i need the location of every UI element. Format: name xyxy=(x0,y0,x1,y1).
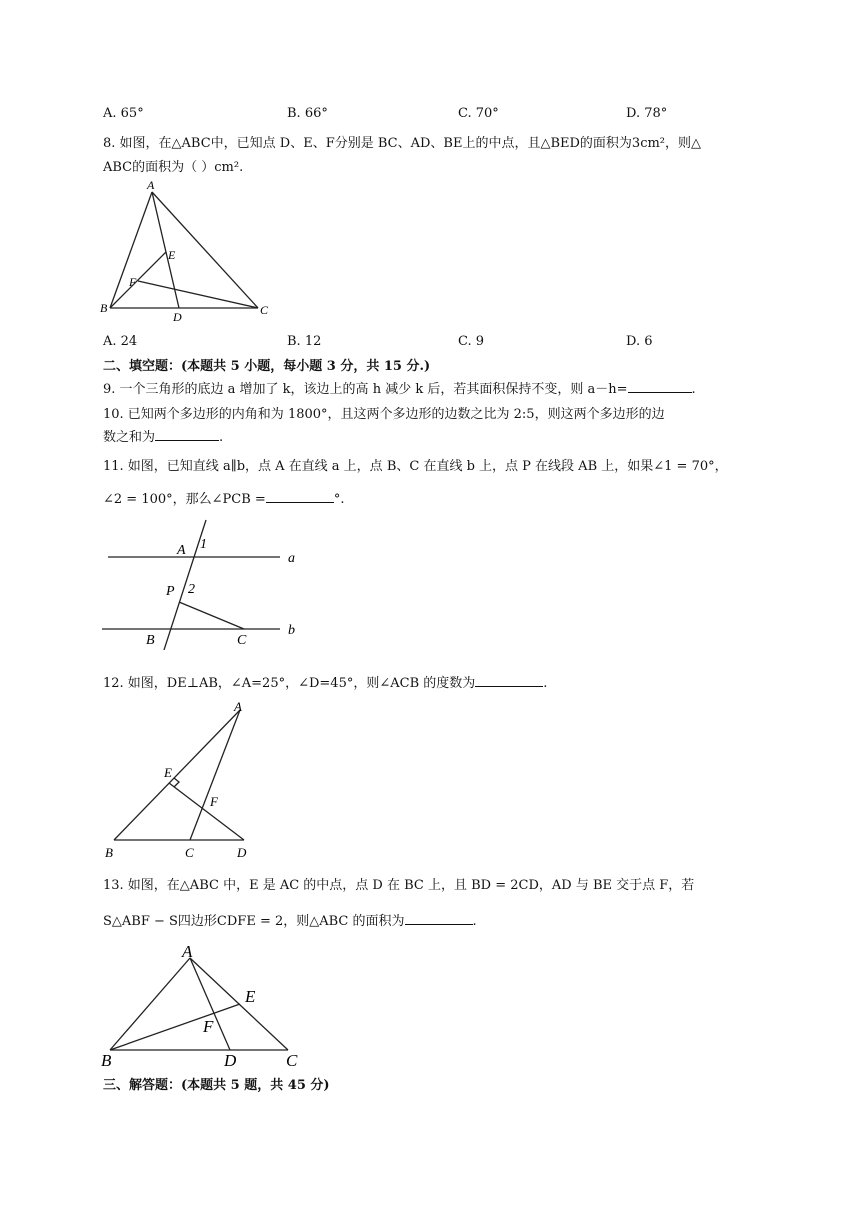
q13-answer-blank xyxy=(405,910,473,925)
q12-figure xyxy=(100,698,260,862)
q13-text-line1: 13. 如图，在△ABC 中，E 是 AC 的中点，点 D 在 BC 上，且 BD = 2CD，AD 与 BE 交于点 F，若 xyxy=(103,878,695,893)
q11-label-c: C xyxy=(237,633,247,648)
q8-option-a: A. 24 xyxy=(103,334,138,349)
q11-label-angle-1: 1 xyxy=(200,537,207,552)
q8-label-e: E xyxy=(168,248,176,262)
q7-option-a: A. 65° xyxy=(103,106,144,121)
q10-end: . xyxy=(219,430,224,445)
q8-segment-be xyxy=(110,252,166,308)
q10-answer-blank xyxy=(155,426,219,441)
q11-figure xyxy=(100,516,310,650)
q13-label-c: C xyxy=(286,1051,298,1068)
q9-text: 9. 一个三角形的底边 a 增加了 k，该边上的高 h 减少 k 后，若其面积保持不变，则 a－h= xyxy=(103,382,628,397)
q11-label-p: P xyxy=(166,584,175,599)
q11-label-a: A xyxy=(177,543,186,558)
q10-text-line1: 10. 已知两个多边形的内角和为 1800°，且这两个多边形的边数之比为 2:5，则这两个多边形的边 xyxy=(103,407,665,422)
q11-end: °. xyxy=(333,492,345,507)
q9-answer-blank xyxy=(628,378,692,393)
q7-option-c: C. 70° xyxy=(458,106,499,121)
q13-label-a: A xyxy=(182,942,193,961)
q8-label-b: B xyxy=(100,301,108,315)
q13-label-e: E xyxy=(245,987,256,1006)
q13-question-line2 xyxy=(103,910,477,929)
q11-segment-pc xyxy=(179,602,244,629)
q8-option-c: C. 9 xyxy=(458,334,485,349)
q13-label-b: B xyxy=(101,1051,112,1068)
q9-end: . xyxy=(691,382,696,397)
q8-segment-ab xyxy=(110,192,152,308)
q12-label-b: B xyxy=(105,845,113,860)
q12-label-a: A xyxy=(234,699,242,714)
q12-label-e: E xyxy=(164,765,172,780)
q12-question xyxy=(103,672,547,691)
q12-label-d: D xyxy=(237,845,247,860)
q8-label-f: F xyxy=(129,275,137,289)
q8-label-a: A xyxy=(147,178,155,192)
q13-label-f: F xyxy=(203,1017,214,1036)
q11-label-angle-2: 2 xyxy=(188,582,195,597)
q8-text-line1: 8. 如图，在△ABC中，已知点 D、E、F分别是 BC、AD、BE上的中点，且△BED的面积为3cm²，则△ xyxy=(103,136,702,151)
q12-label-c: C xyxy=(185,845,194,860)
q12-segment-ed xyxy=(169,783,244,840)
q13-end: . xyxy=(472,914,477,929)
q7-option-d: D. 78° xyxy=(626,106,668,121)
q8-segment-fc xyxy=(138,281,258,308)
q11-label-line-b: b xyxy=(288,623,295,638)
q7-option-b: B. 66° xyxy=(287,106,328,121)
q12-segment-ab xyxy=(114,710,240,840)
q11-label-line-a: a xyxy=(288,551,295,566)
q8-option-b: B. 12 xyxy=(287,334,322,349)
q11-label-b: B xyxy=(146,633,155,648)
q8-figure xyxy=(100,178,280,326)
q10-text-line2: 数之和为 xyxy=(103,430,156,445)
section-2-heading: 二、填空题：(本题共 5 小题，每小题 3 分，共 15 分.) xyxy=(103,359,431,374)
q8-label-c: C xyxy=(260,303,269,317)
q13-label-d: D xyxy=(224,1051,237,1068)
q13-text-line2: S△ABF − S四边形CDFE = 2，则△ABC 的面积为 xyxy=(103,914,405,929)
q12-segment-ac xyxy=(190,710,240,840)
q11-question-line2 xyxy=(103,488,344,507)
q12-end: . xyxy=(543,676,548,691)
q10-question-line2 xyxy=(103,426,223,445)
q13-segment-ad xyxy=(190,958,230,1050)
q11-text-line2: ∠2 = 100°，那么∠PCB = xyxy=(103,492,266,507)
q12-text: 12. 如图，DE⊥AB，∠A=25°，∠D=45°，则∠ACB 的度数为 xyxy=(103,676,476,691)
q8-option-d: D. 6 xyxy=(626,334,653,349)
q9-question xyxy=(103,378,696,397)
q8-text-line2: ABC的面积为（ ）cm². xyxy=(103,160,244,175)
q11-answer-blank xyxy=(266,488,334,503)
section-3-heading: 三、解答题：(本题共 5 题，共 45 分) xyxy=(103,1078,330,1093)
q11-text-line1: 11. 如图，已知直线 a∥b，点 A 在直线 a 上，点 B、C 在直线 b 上，点 P 在线段 AB 上，如果∠1 = 70°， xyxy=(103,459,728,474)
q12-answer-blank xyxy=(475,672,543,687)
q12-right-angle-mark xyxy=(174,778,179,787)
q13-figure xyxy=(100,940,310,1068)
q8-label-d: D xyxy=(173,310,182,324)
q12-label-f: F xyxy=(210,794,218,809)
